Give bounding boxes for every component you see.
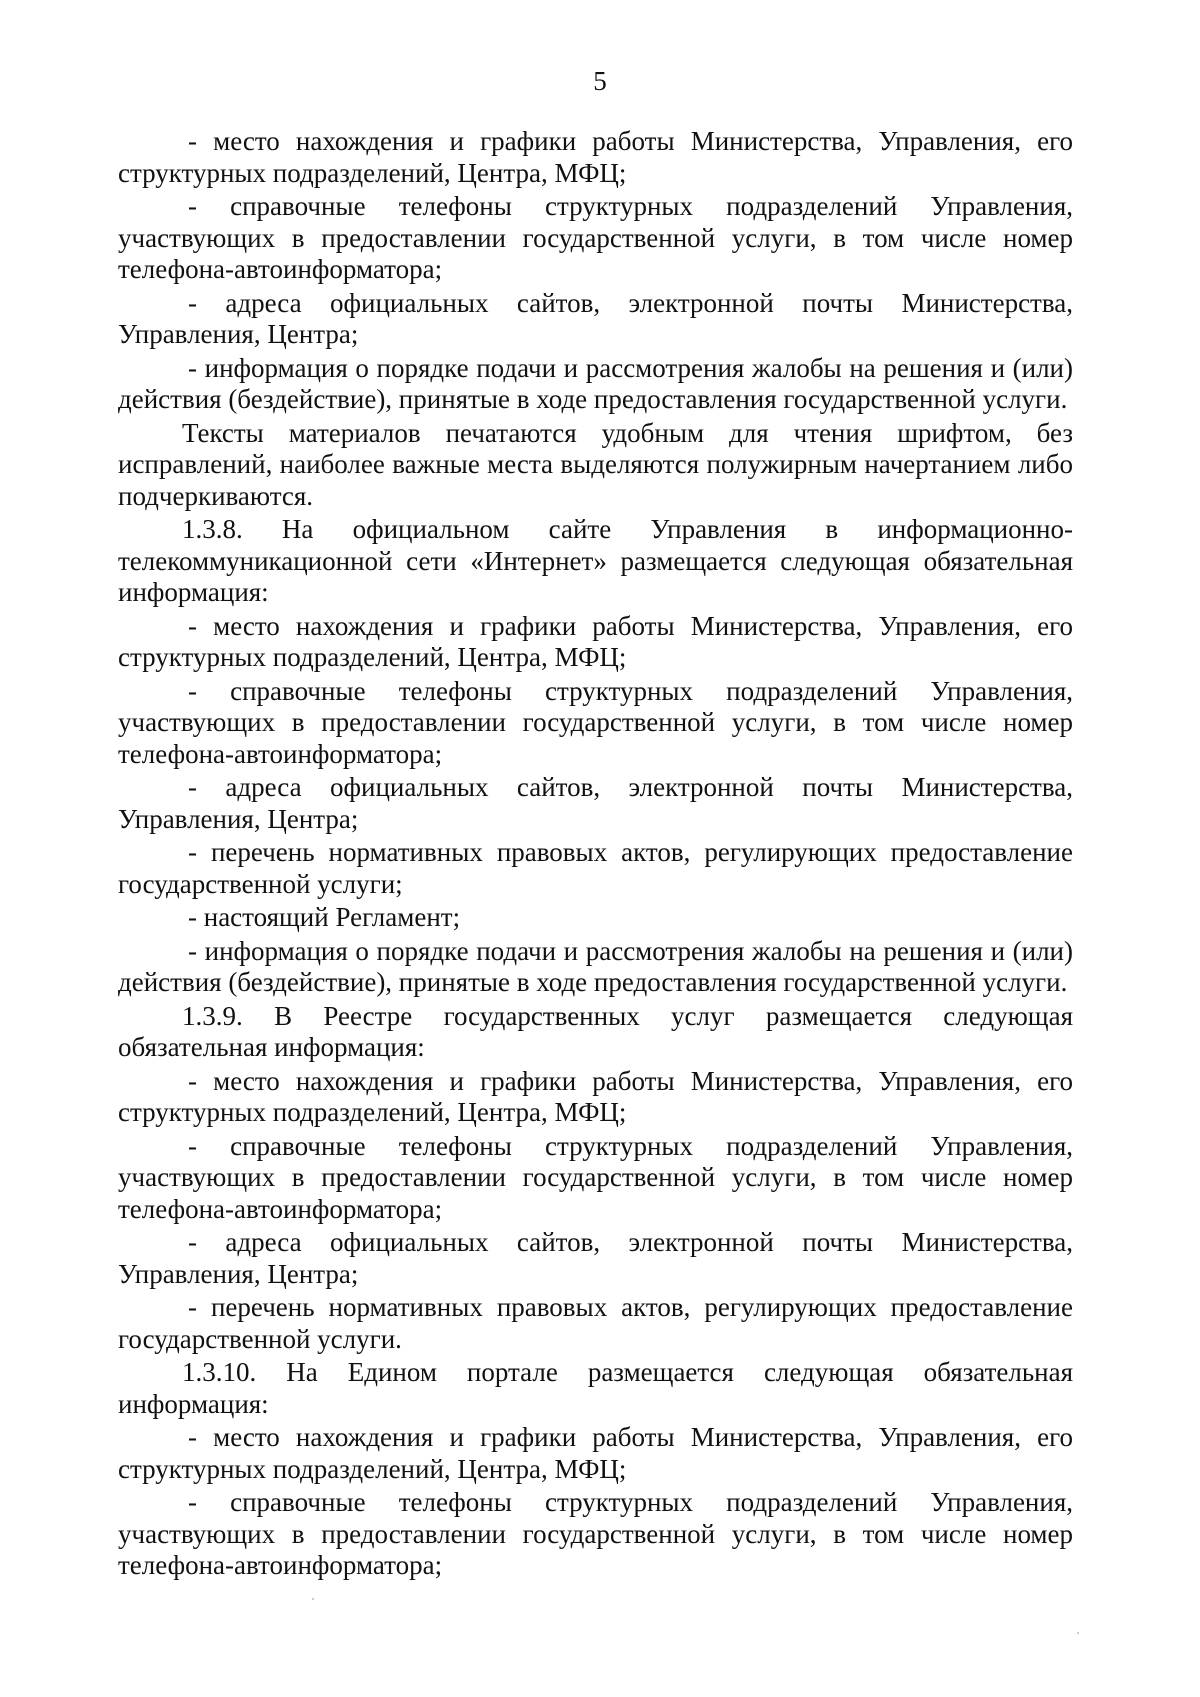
page-number: 5 bbox=[593, 66, 607, 96]
body-paragraph: Тексты материалов печатаются удобным для чтения шрифтом, без исправлений, наиболее важные места выделяются полужирным начертанием либо подчеркиваются. bbox=[118, 417, 1073, 511]
bullet-item: - перечень нормативных правовых актов, регулирующих предоставление государственной услуги. bbox=[118, 1292, 1073, 1354]
bullet-item: - информация о порядке подачи и рассмотрения жалобы на решения и (или) действия (бездействие), принятые в ходе предоставления государственной услуги. bbox=[118, 352, 1073, 414]
bullet-item: - справочные телефоны структурных подразделений Управления, участвующих в предоставлении государственной услуги, в том числе номер телефона-автоинформатора; bbox=[118, 1487, 1073, 1580]
bullet-item: - адреса официальных сайтов, электронной почты Министерства, Управления, Центра; bbox=[118, 287, 1073, 349]
bullet-item: - адреса официальных сайтов, электронной почты Министерства, Управления, Центра; bbox=[118, 1227, 1073, 1289]
section-paragraph-1-3-9: 1.3.9. В Реестре государственных услуг размещается следующая обязательная информация: bbox=[118, 1000, 1073, 1062]
section-paragraph-1-3-8: 1.3.8. На официальном сайте Управления в информационно-телекоммуникационной сети «Интернет» размещается следующая обязательная информация: bbox=[118, 514, 1073, 607]
bullet-item: - перечень нормативных правовых актов, регулирующих предоставление государственной услуги; bbox=[118, 837, 1073, 899]
bullet-item: - информация о порядке подачи и рассмотрения жалобы на решения и (или) действия (бездействие), принятые в ходе предоставления государственной услуги. bbox=[118, 935, 1073, 997]
bullet-item: - место нахождения и графики работы Министерства, Управления, его структурных подразделений, Центра, МФЦ; bbox=[118, 126, 1073, 188]
bullet-item: - справочные телефоны структурных подразделений Управления, участвующих в предоставлении государственной услуги, в том числе номер телефона-автоинформатора; bbox=[118, 1130, 1073, 1224]
bullet-item: - адреса официальных сайтов, электронной почты Министерства, Управления, Центра; bbox=[118, 772, 1073, 834]
bullet-item: - место нахождения и графики работы Министерства, Управления, его структурных подразделений, Центра, МФЦ; bbox=[118, 1065, 1073, 1127]
bullet-item: - справочные телефоны структурных подразделений Управления, участвующих в предоставлении государственной услуги, в том числе номер телефона-автоинформатора; bbox=[118, 191, 1073, 284]
scan-artifact bbox=[1077, 1632, 1079, 1634]
document-body bbox=[118, 126, 1073, 1584]
bullet-item: - место нахождения и графики работы Министерства, Управления, его структурных подразделений, Центра, МФЦ; bbox=[118, 610, 1073, 672]
bullet-item: - настоящий Регламент; bbox=[188, 902, 461, 932]
bullet-item: - место нахождения и графики работы Министерства, Управления, его структурных подразделений, Центра, МФЦ; bbox=[118, 1422, 1073, 1484]
bullet-item: - справочные телефоны структурных подразделений Управления, участвующих в предоставлении государственной услуги, в том числе номер телефона-автоинформатора; bbox=[118, 675, 1073, 769]
scan-artifact bbox=[312, 1598, 314, 1600]
section-paragraph-1-3-10: 1.3.10. На Едином портале размещается следующая обязательная информация: bbox=[118, 1357, 1073, 1419]
